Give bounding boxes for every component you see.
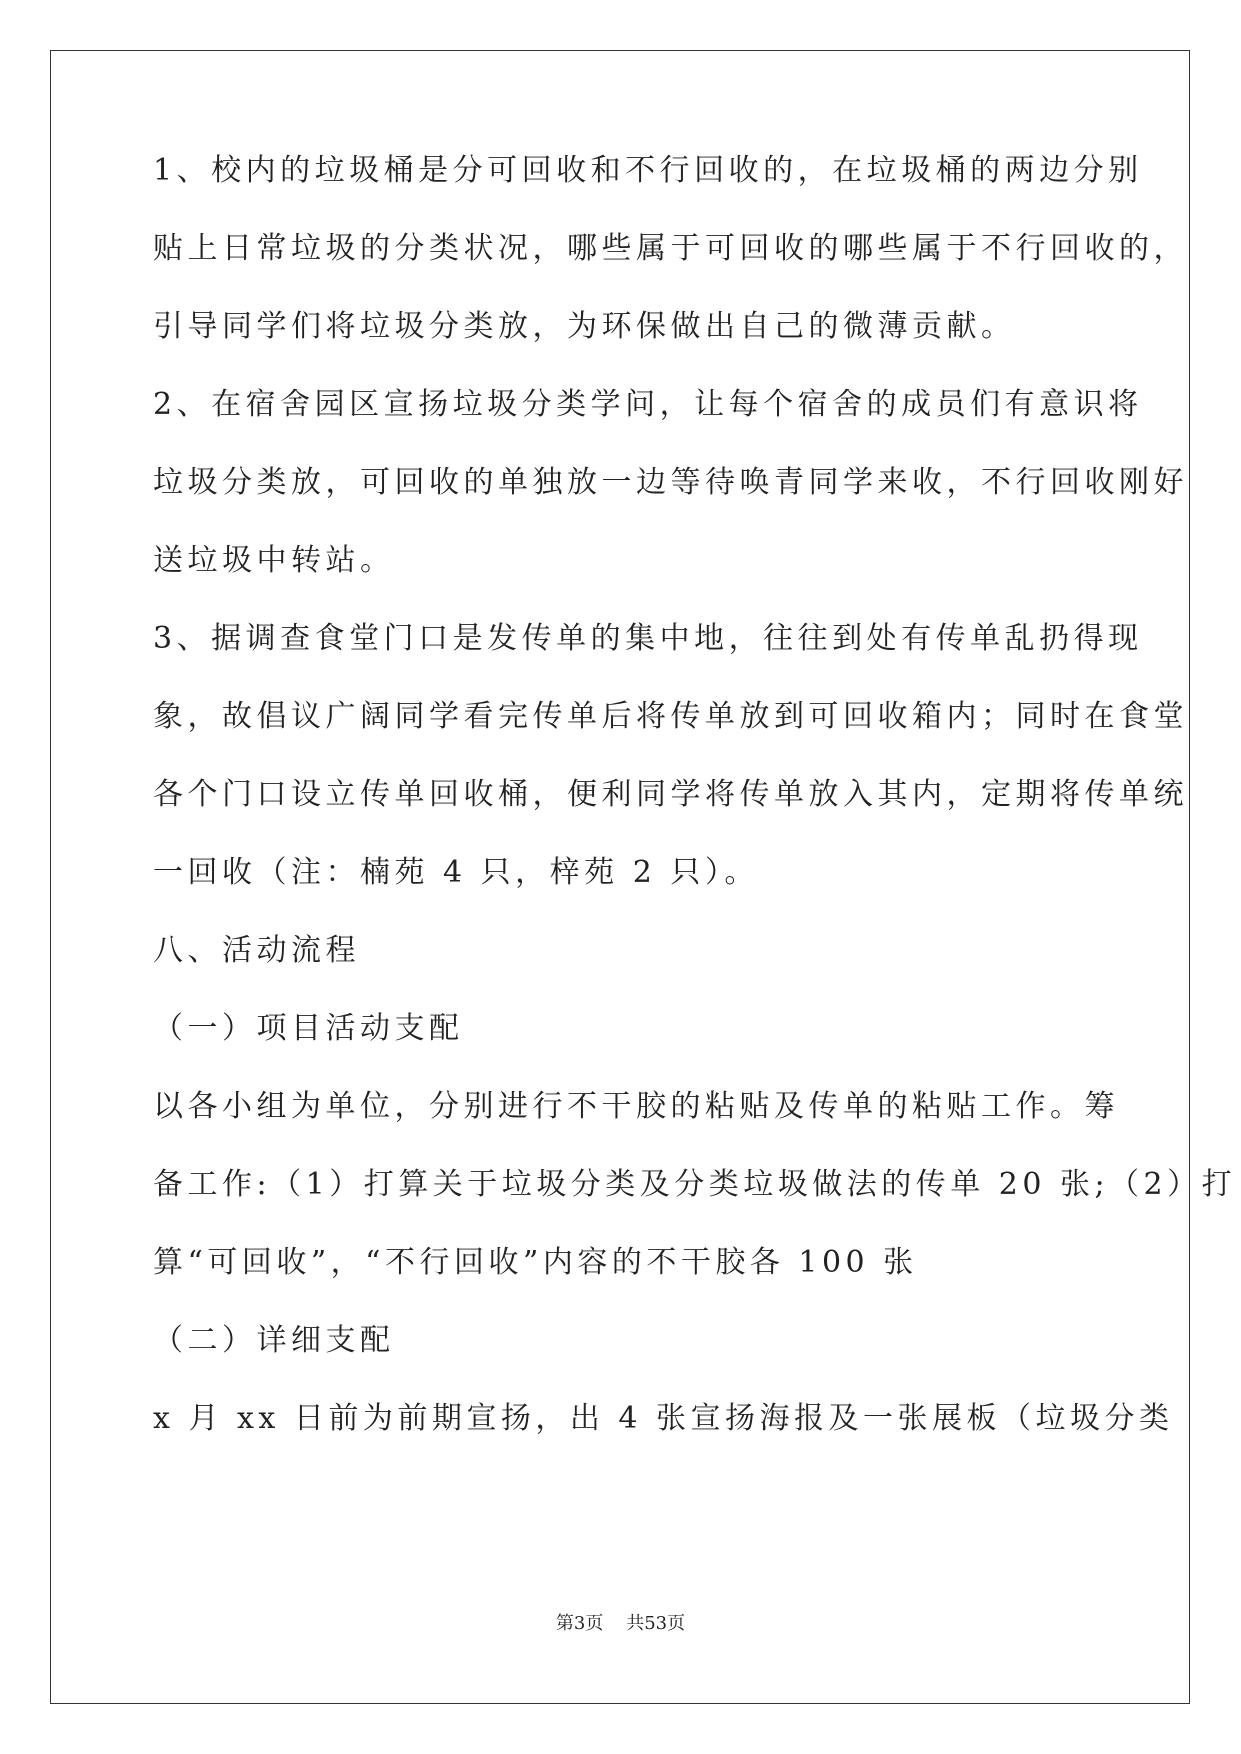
paragraph-line: x 月 xx 日前为前期宣扬，出 4 张宣扬海报及一张展板（垃圾分类 — [153, 1401, 1174, 1436]
paragraph-line: 算“可回收”，“不行回收”内容的不干胶各 100 张 — [153, 1245, 918, 1280]
section-heading: 八、活动流程 — [153, 933, 360, 968]
paragraph-line: 一回收（注：楠苑 4 只，梓苑 2 只）。 — [153, 855, 759, 890]
paragraph-line: 以各小组为单位，分别进行不干胶的粘贴及传单的粘贴工作。筹 — [153, 1089, 1119, 1124]
paragraph-line: 3、据调查食堂门口是发传单的集中地，往往到处有传单乱扔得现 — [153, 621, 1143, 656]
paragraph-line: 垃圾分类放，可回收的单独放一边等待唤青同学来收，不行回收刚好 — [153, 465, 1188, 500]
paragraph-line: 象，故倡议广阔同学看完传单后将传单放到可回收箱内；同时在食堂 — [153, 699, 1188, 734]
subsection-heading: （一）项目活动支配 — [153, 1011, 464, 1046]
paragraph-line: 各个门口设立传单回收桶，便利同学将传单放入其内，定期将传单统 — [153, 777, 1188, 812]
page-footer — [0, 1612, 1241, 1636]
page-suffix: 页 — [585, 1613, 604, 1634]
paragraph-line: 引导同学们将垃圾分类放，为环保做出自己的微薄贡献。 — [153, 309, 1016, 344]
paragraph-line: 1、校内的垃圾桶是分可回收和不行回收的，在垃圾桶的两边分别 — [153, 153, 1143, 188]
total-pages: 53 — [644, 1613, 668, 1634]
subsection-heading: （二）详细支配 — [153, 1323, 395, 1358]
paragraph-line: 贴上日常垃圾的分类状况，哪些属于可回收的哪些属于不行回收的， — [153, 231, 1188, 266]
page-number: 3 — [573, 1613, 586, 1634]
total-suffix: 页 — [667, 1613, 686, 1634]
paragraph-line: 备工作:（1）打算关于垃圾分类及分类垃圾做法的传单 20 张;（2）打 — [153, 1167, 1237, 1202]
page-prefix: 第 — [555, 1613, 574, 1634]
paragraph-line: 送垃圾中转站。 — [153, 543, 395, 578]
paragraph-line: 2、在宿舍园区宣扬垃圾分类学问，让每个宿舍的成员们有意识将 — [153, 387, 1143, 422]
total-prefix: 共 — [626, 1613, 645, 1634]
